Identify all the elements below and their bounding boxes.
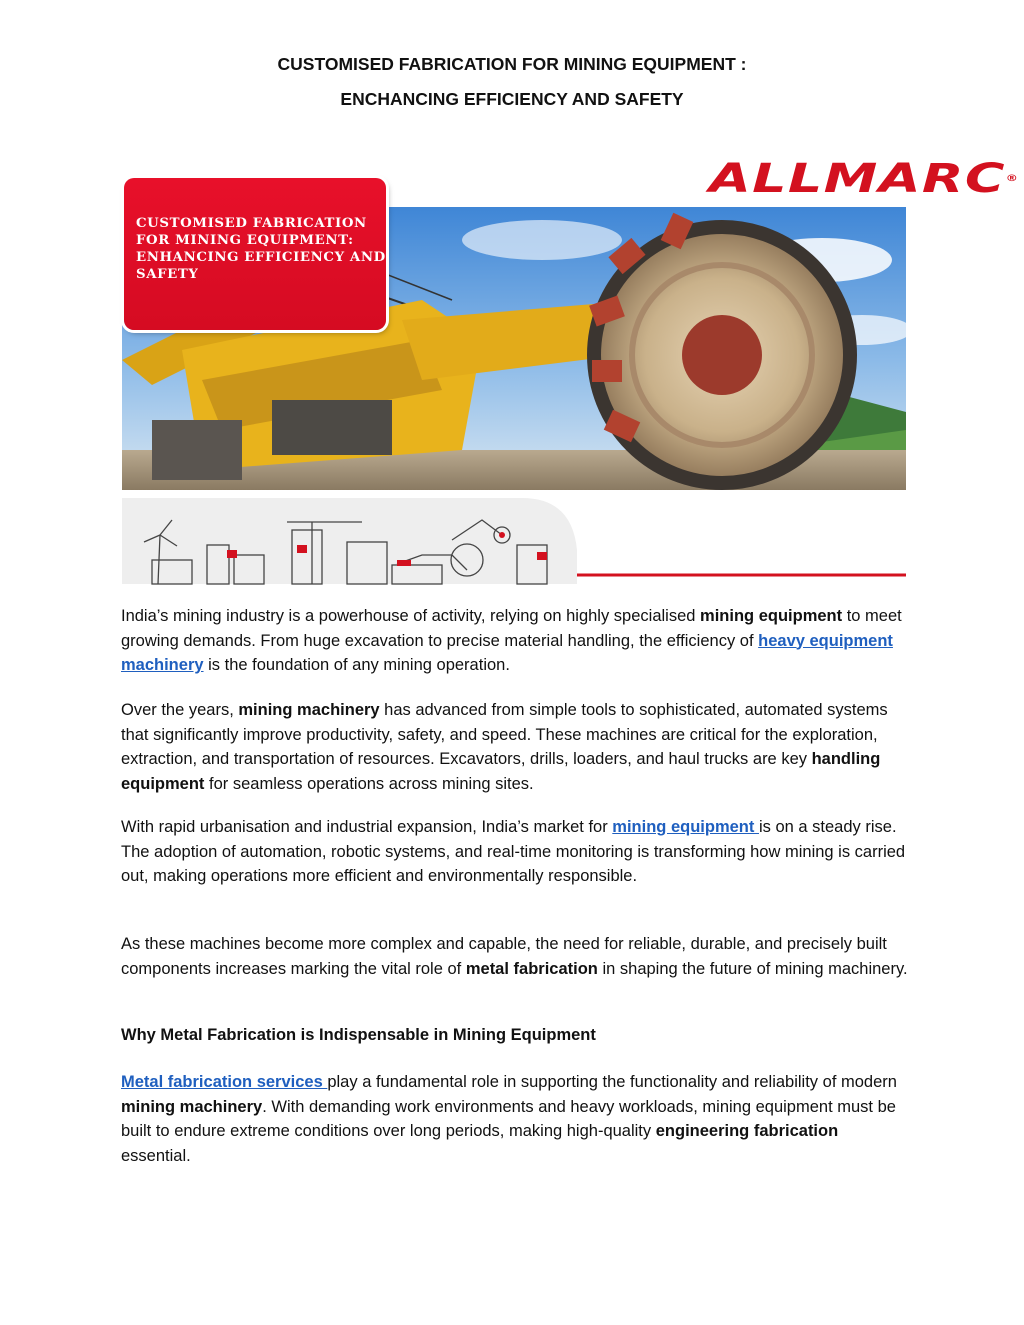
text-run: is on a steady rise. The adoption of automation, robotic systems, and real-time monitoring is transforming how mining is carried out, making operations more efficient and environmentally responsible. (121, 818, 906, 885)
banner-headline-box (124, 178, 386, 330)
bold-text: handling equipment (121, 750, 881, 793)
heavy-equipment-machinery-link[interactable]: heavy equipment machinery (121, 631, 893, 674)
text-run: With rapid urbanisation and industrial expansion, India’s market for (121, 818, 613, 836)
mining-equipment-link[interactable]: mining equipment (612, 818, 759, 836)
text-run: Over the years, (121, 701, 239, 719)
document-title-line-1: CUSTOMISED FABRICATION FOR MINING EQUIPMENT : (277, 54, 747, 74)
paragraph-intro (121, 604, 911, 678)
logo-text: ALLMARC (709, 156, 1006, 202)
paragraph-machinery (121, 698, 911, 796)
banner-headline-line: SAFETY (136, 267, 199, 282)
text-run: is the foundation of any mining operation. (203, 656, 510, 674)
text-run: As these machines become more complex and capable, the need for reliable, durable, and precisely built components increases marking the vital role of (121, 935, 887, 978)
paragraph-services (121, 1070, 911, 1168)
text-run: India’s mining industry is a powerhouse of activity, relying on highly specialised (121, 607, 701, 625)
paragraph-market (121, 815, 911, 889)
bold-text: engineering fabrication (655, 1122, 839, 1140)
hero-banner-image (122, 150, 1020, 584)
text-run: in shaping the future of mining machinery. (597, 959, 908, 978)
text-run: play a fundamental role in supporting the functionality and reliability of modern (327, 1073, 897, 1091)
paragraph-fabrication-role (121, 932, 911, 981)
allmarc-logo (709, 156, 1020, 202)
text-run: . With demanding work environments and heavy workloads, mining equipment must be built to endure extreme conditions over long periods, making high-quality (121, 1097, 896, 1140)
bold-text: mining machinery (238, 701, 380, 719)
text-run: for seamless operations across mining sites. (204, 774, 534, 793)
section-heading: Why Metal Fabrication is Indispensable in Mining Equipment (121, 1026, 596, 1044)
bold-text: mining equipment (700, 607, 843, 625)
text-run: has advanced from simple tools to sophisticated, automated systems that significantly improve productivity, safety, and speed. These machines are critical for the exploration, extraction, and transportation of resources. Excavators, drills, loaders, and haul trucks are key (121, 701, 888, 768)
text-run: essential. (121, 1146, 191, 1165)
bold-text: metal fabrication (465, 959, 598, 978)
banner-headline-line: CUSTOMISED FABRICATION (136, 216, 367, 231)
document-title-line-2: ENCHANCING EFFICIENCY AND SAFETY (340, 89, 684, 109)
bold-text: mining machinery (121, 1097, 263, 1116)
text-run: to meet growing demands. From huge excavation to precise material handling, the efficiency of (121, 607, 902, 650)
logo-registered-mark: ® (1005, 174, 1020, 184)
banner-headline-line: ENHANCING EFFICIENCY AND (136, 250, 386, 265)
metal-fabrication-services-link[interactable]: Metal fabrication services (121, 1073, 328, 1091)
banner-headline-line: FOR MINING EQUIPMENT: (136, 233, 354, 248)
